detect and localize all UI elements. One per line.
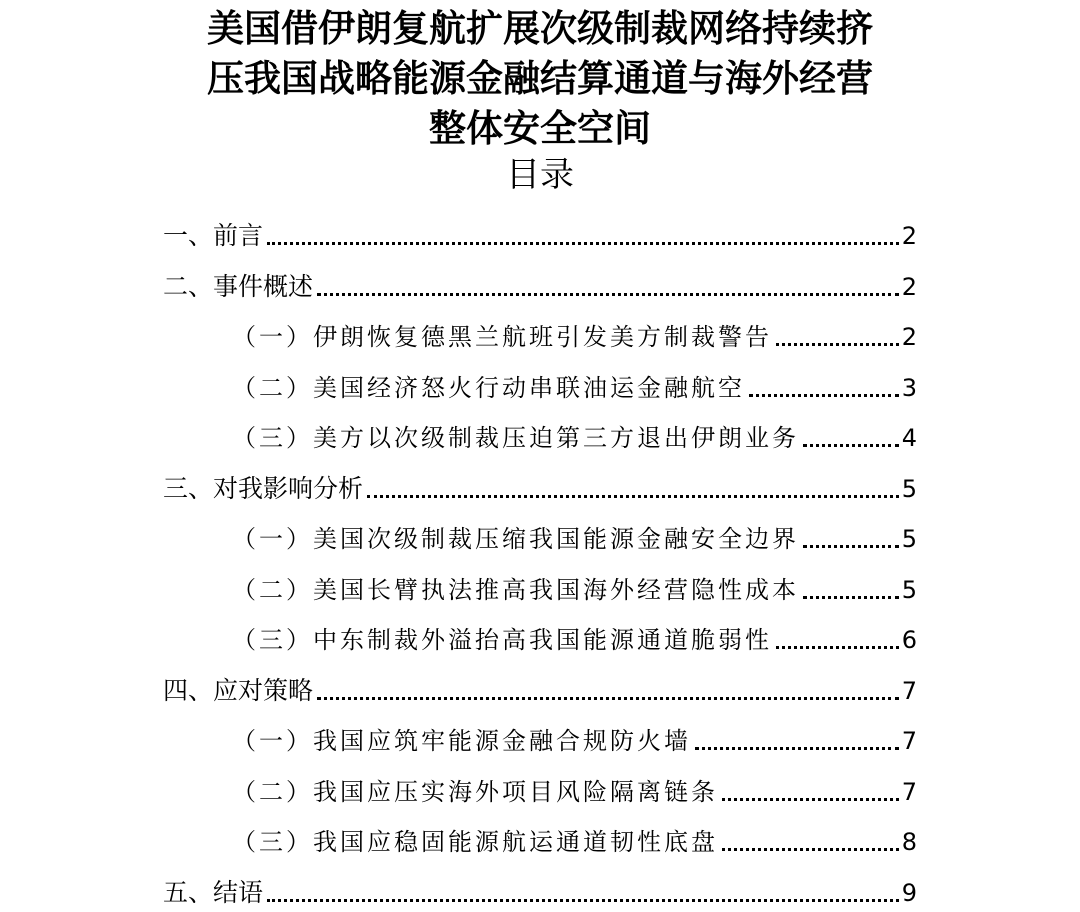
- toc-entry-title: 一、前言: [163, 221, 264, 250]
- toc-entry-section[interactable]: [232, 818, 917, 858]
- toc-leader-dots: [367, 495, 899, 498]
- document-title: [0, 4, 1080, 154]
- toc-page-number: 8: [901, 828, 917, 856]
- toc-entry-section[interactable]: [232, 364, 917, 404]
- toc-entry-chapter[interactable]: [163, 465, 917, 505]
- toc-entry-section[interactable]: [232, 616, 917, 656]
- toc-leader-dots: [749, 394, 899, 397]
- toc-entry-chapter[interactable]: [163, 263, 917, 303]
- toc-leader-dots: [267, 242, 899, 245]
- toc-entry-chapter[interactable]: [163, 869, 917, 909]
- toc-page-number: 7: [901, 676, 917, 705]
- toc-page-number: 7: [901, 727, 917, 755]
- toc-entry-title: （三）中东制裁外溢抬高我国能源通道脆弱性: [232, 626, 772, 654]
- toc-leader-dots: [267, 899, 899, 902]
- toc-page-number: 3: [901, 373, 917, 402]
- toc-entry-title: （三）美方以次级制裁压迫第三方退出伊朗业务: [232, 424, 799, 452]
- toc-entry-title: （二）美国长臂执法推高我国海外经营隐性成本: [232, 575, 799, 604]
- toc-entry-chapter[interactable]: [163, 667, 917, 707]
- toc-entry-title: （一）我国应筑牢能源金融合规防火墙: [232, 727, 691, 755]
- toc-entry-chapter[interactable]: [163, 212, 917, 252]
- document-title-line-3: 整体安全空间: [429, 107, 651, 150]
- toc-entry-title: 五、结语: [163, 877, 264, 907]
- toc-leader-dots: [776, 646, 899, 649]
- toc-entry-section[interactable]: [232, 515, 917, 555]
- toc-page-number: 5: [901, 474, 917, 503]
- toc-entry-title: （二）美国经济怒火行动串联油运金融航空: [232, 373, 745, 402]
- toc-leader-dots: [722, 848, 899, 851]
- toc-entry-title: 四、应对策略: [163, 675, 314, 705]
- toc-page-number: 7: [901, 777, 917, 806]
- document-title-line-2: 压我国战略能源金融结算通道与海外经营: [207, 57, 873, 100]
- toc-leader-dots: [317, 293, 899, 296]
- toc-heading: 目录: [506, 155, 574, 195]
- toc-leader-dots: [803, 545, 899, 548]
- toc-entry-section[interactable]: [232, 566, 917, 606]
- toc-page-number: 2: [901, 323, 917, 351]
- toc-leader-dots: [317, 697, 899, 700]
- toc-page-number: 4: [901, 424, 917, 452]
- toc-leader-dots: [776, 343, 899, 346]
- toc-page-number: 5: [901, 575, 917, 604]
- toc-leader-dots: [803, 444, 899, 447]
- toc-page-number: 2: [901, 272, 917, 301]
- toc-entry-section[interactable]: [232, 768, 917, 808]
- toc-entry-title: （一）美国次级制裁压缩我国能源金融安全边界: [232, 525, 799, 553]
- toc-entry-title: （一）伊朗恢复德黑兰航班引发美方制裁警告: [232, 323, 772, 351]
- toc-entry-title: （二）我国应压实海外项目风险隔离链条: [232, 777, 718, 806]
- toc-entry-section[interactable]: [232, 313, 917, 353]
- toc-entry-title: 二、事件概述: [163, 271, 314, 301]
- toc-page-number: 6: [901, 626, 917, 654]
- toc-page-number: 2: [901, 222, 917, 250]
- toc-leader-dots: [695, 747, 899, 750]
- toc-entry-section[interactable]: [232, 717, 917, 757]
- toc-leader-dots: [803, 596, 899, 599]
- toc-entry-title: （三）我国应稳固能源航运通道韧性底盘: [232, 828, 718, 856]
- toc-entry-section[interactable]: [232, 414, 917, 454]
- toc-page-number: 5: [901, 525, 917, 553]
- document-title-line-1: 美国借伊朗复航扩展次级制裁网络持续挤: [207, 7, 873, 50]
- toc-leader-dots: [722, 798, 899, 801]
- toc-page-number: 9: [901, 878, 917, 907]
- toc-entry-title: 三、对我影响分析: [163, 473, 364, 503]
